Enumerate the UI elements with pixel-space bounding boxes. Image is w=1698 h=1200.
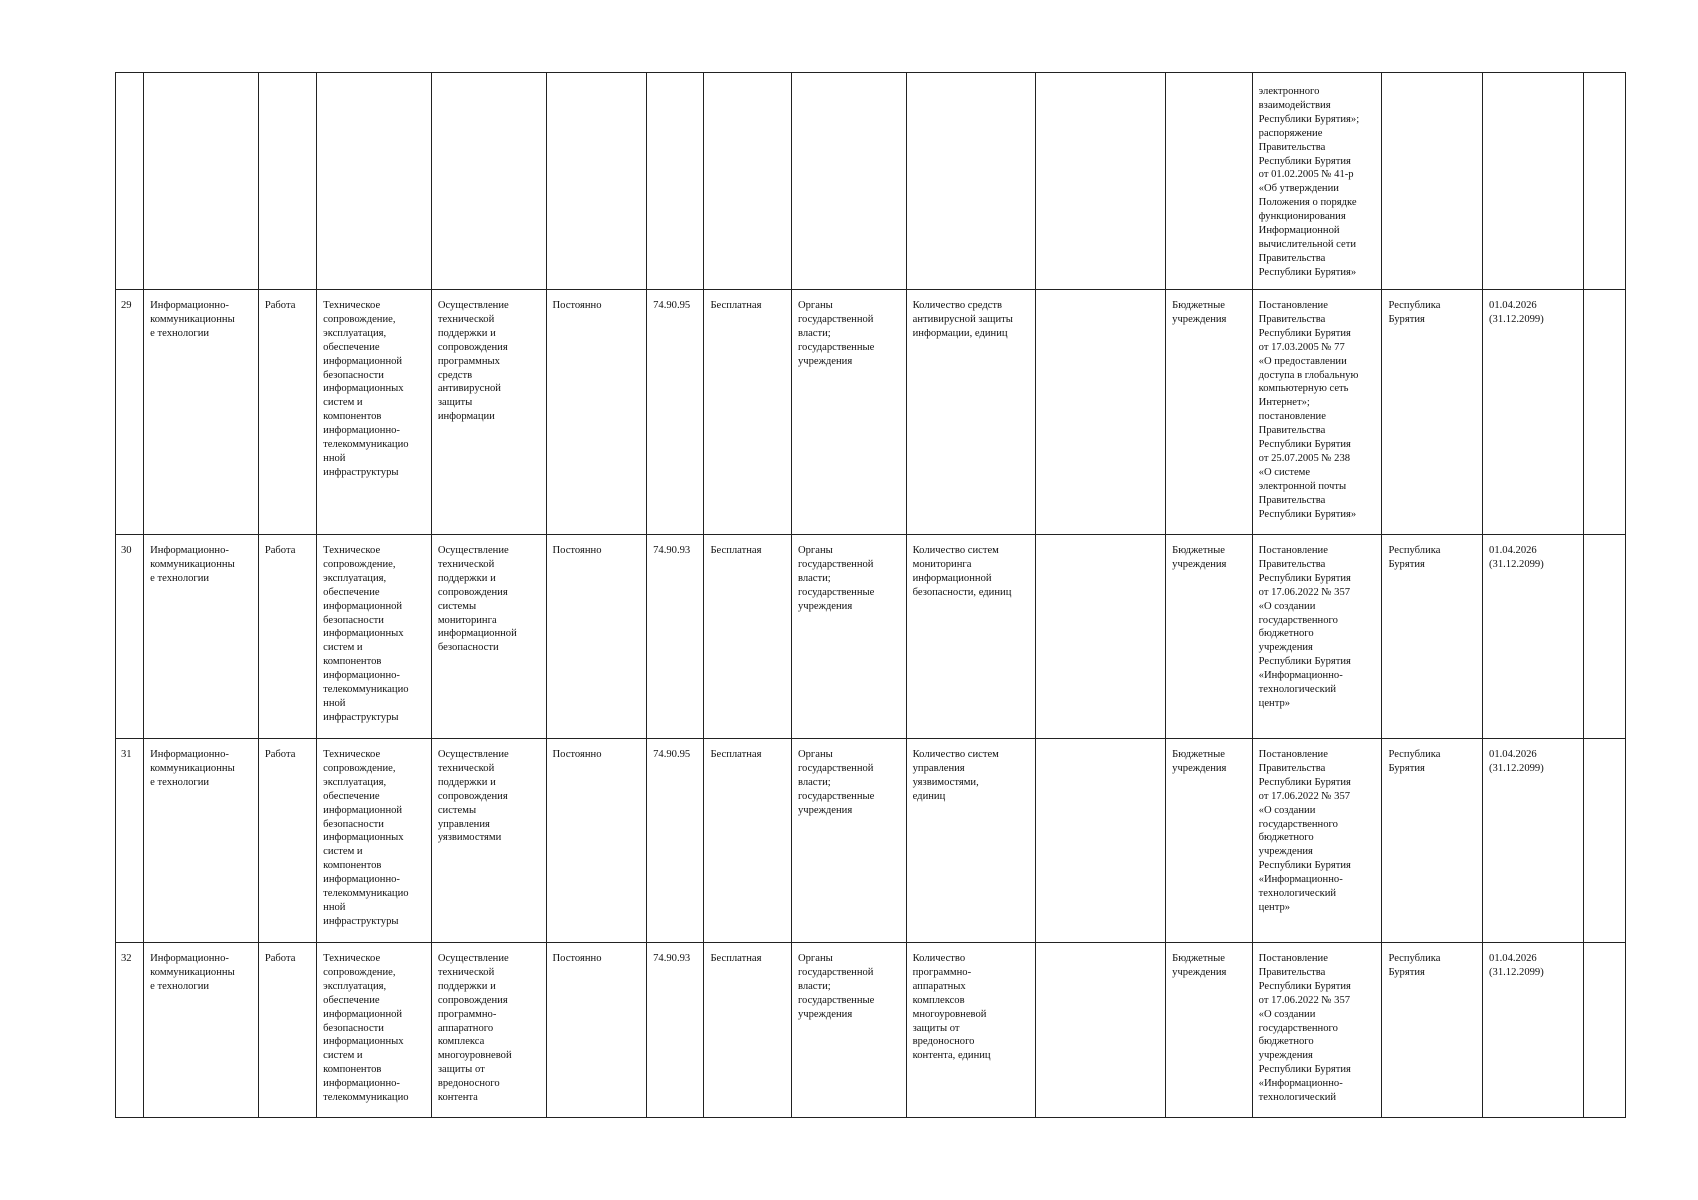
cell-payment: Бесплатная — [704, 290, 792, 535]
cell-kind: Работа — [258, 943, 316, 1118]
cell-law-basis: Постановление Правительства Республики Бурятия от 17.06.2022 № 357 «О создании государственного бюджетного учреждения Республики Бурятия «Информационно- технологический центр» — [1252, 739, 1382, 943]
cell-extra — [1583, 535, 1625, 739]
cell-law-basis: Постановление Правительства Республики Бурятия от 17.06.2022 № 357 «О создании государственного бюджетного учреждения Республики Бурятия «Информационно- технологический центр» — [1252, 535, 1382, 739]
table-row — [116, 739, 1626, 943]
cell-consumers: Органы государственной власти; государственные учреждения — [791, 943, 906, 1118]
cell-extra — [1583, 290, 1625, 535]
cell-okved: 74.90.93 — [647, 535, 704, 739]
cell-name: Техническое сопровождение, эксплуатация, обеспечение информационной безопасности информационных систем и компонентов информационно- телекоммуникацио нной инфраструктуры — [317, 290, 432, 535]
cell-num: 29 — [116, 290, 144, 535]
cell-authority — [1382, 73, 1483, 290]
cell-name — [317, 73, 432, 290]
cell-extra — [1583, 739, 1625, 943]
cell-consumers: Органы государственной власти; государственные учреждения — [791, 290, 906, 535]
cell-periodicity: Постоянно — [546, 739, 647, 943]
cell-payment: Бесплатная — [704, 535, 792, 739]
cell-periodicity: Постоянно — [546, 535, 647, 739]
cell-kind: Работа — [258, 739, 316, 943]
cell-name: Техническое сопровождение, эксплуатация, обеспечение информационной безопасности информационных систем и компонентов информационно- телекоммуникацио нной инфраструктуры — [317, 535, 432, 739]
cell-sphere: Информационно- коммуникационны е технологии — [144, 943, 259, 1118]
cell-consumers: Органы государственной власти; государственные учреждения — [791, 739, 906, 943]
cell-institution-type: Бюджетные учреждения — [1166, 739, 1253, 943]
table-row-continuation — [116, 73, 1626, 290]
cell-content: Осуществление технической поддержки и сопровождения программных средств антивирусной защиты информации — [431, 290, 546, 535]
cell-sphere: Информационно- коммуникационны е технологии — [144, 535, 259, 739]
cell-okved: 74.90.93 — [647, 943, 704, 1118]
table-row — [116, 535, 1626, 739]
cell-institution-type: Бюджетные учреждения — [1166, 290, 1253, 535]
cell-num: 32 — [116, 943, 144, 1118]
cell-dates: 01.04.2026 (31.12.2099) — [1483, 739, 1584, 943]
cell-content — [431, 73, 546, 290]
cell-num: 30 — [116, 535, 144, 739]
cell-quality-indicator — [1036, 290, 1166, 535]
cell-kind — [258, 73, 316, 290]
cell-consumers: Органы государственной власти; государственные учреждения — [791, 535, 906, 739]
cell-num: 31 — [116, 739, 144, 943]
cell-consumers — [791, 73, 906, 290]
cell-okved: 74.90.95 — [647, 290, 704, 535]
cell-periodicity — [546, 73, 647, 290]
cell-kind: Работа — [258, 290, 316, 535]
cell-volume-indicator: Количество программно- аппаратных комплексов многоуровневой защиты от вредоносного контента, единиц — [906, 943, 1036, 1118]
cell-institution-type: Бюджетные учреждения — [1166, 943, 1253, 1118]
cell-payment: Бесплатная — [704, 739, 792, 943]
cell-payment — [704, 73, 792, 290]
cell-name: Техническое сопровождение, эксплуатация, обеспечение информационной безопасности информационных систем и компонентов информационно- телекоммуникацио нной инфраструктуры — [317, 739, 432, 943]
cell-quality-indicator — [1036, 739, 1166, 943]
cell-sphere: Информационно- коммуникационны е технологии — [144, 290, 259, 535]
table-row — [116, 943, 1626, 1118]
table-row — [116, 290, 1626, 535]
cell-num — [116, 73, 144, 290]
cell-volume-indicator: Количество систем управления уязвимостями, единиц — [906, 739, 1036, 943]
cell-kind: Работа — [258, 535, 316, 739]
cell-okved — [647, 73, 704, 290]
cell-volume-indicator: Количество систем мониторинга информационной безопасности, единиц — [906, 535, 1036, 739]
cell-authority: Республика Бурятия — [1382, 290, 1483, 535]
cell-periodicity: Постоянно — [546, 290, 647, 535]
cell-sphere: Информационно- коммуникационны е технологии — [144, 739, 259, 943]
cell-quality-indicator — [1036, 535, 1166, 739]
cell-volume-indicator: Количество средств антивирусной защиты информации, единиц — [906, 290, 1036, 535]
cell-quality-indicator — [1036, 943, 1166, 1118]
cell-name: Техническое сопровождение, эксплуатация, обеспечение информационной безопасности информационных систем и компонентов информационно- телекоммуникацио — [317, 943, 432, 1118]
cell-sphere — [144, 73, 259, 290]
cell-content: Осуществление технической поддержки и сопровождения системы мониторинга информационной безопасности — [431, 535, 546, 739]
cell-dates — [1483, 73, 1584, 290]
cell-content: Осуществление технической поддержки и сопровождения программно- аппаратного комплекса многоуровневой защиты от вредоносного контента — [431, 943, 546, 1118]
cell-authority: Республика Бурятия — [1382, 535, 1483, 739]
cell-institution-type — [1166, 73, 1253, 290]
cell-extra — [1583, 73, 1625, 290]
cell-law-basis: электронного взаимодействия Республики Бурятия»; распоряжение Правительства Республики Бурятия от 01.02.2005 № 41-р «Об утверждении Положения о порядке функционирования Информационной вычислительной сети Правительства Республики Бурятия» — [1252, 73, 1382, 290]
cell-authority: Республика Бурятия — [1382, 943, 1483, 1118]
registry-table — [115, 72, 1626, 1118]
cell-law-basis: Постановление Правительства Республики Бурятия от 17.03.2005 № 77 «О предоставлении доступа в глобальную компьютерную сеть Интернет»; постановление Правительства Республики Бурятия от 25.07.2005 № 238 «О системе электронной почты Правительства Республики Бурятия» — [1252, 290, 1382, 535]
cell-volume-indicator — [906, 73, 1036, 290]
cell-okved: 74.90.95 — [647, 739, 704, 943]
cell-dates: 01.04.2026 (31.12.2099) — [1483, 290, 1584, 535]
cell-dates: 01.04.2026 (31.12.2099) — [1483, 943, 1584, 1118]
cell-extra — [1583, 943, 1625, 1118]
cell-dates: 01.04.2026 (31.12.2099) — [1483, 535, 1584, 739]
cell-authority: Республика Бурятия — [1382, 739, 1483, 943]
cell-institution-type: Бюджетные учреждения — [1166, 535, 1253, 739]
cell-law-basis: Постановление Правительства Республики Бурятия от 17.06.2022 № 357 «О создании государственного бюджетного учреждения Республики Бурятия «Информационно- технологический — [1252, 943, 1382, 1118]
cell-periodicity: Постоянно — [546, 943, 647, 1118]
cell-quality-indicator — [1036, 73, 1166, 290]
cell-content: Осуществление технической поддержки и сопровождения системы управления уязвимостями — [431, 739, 546, 943]
cell-payment: Бесплатная — [704, 943, 792, 1118]
